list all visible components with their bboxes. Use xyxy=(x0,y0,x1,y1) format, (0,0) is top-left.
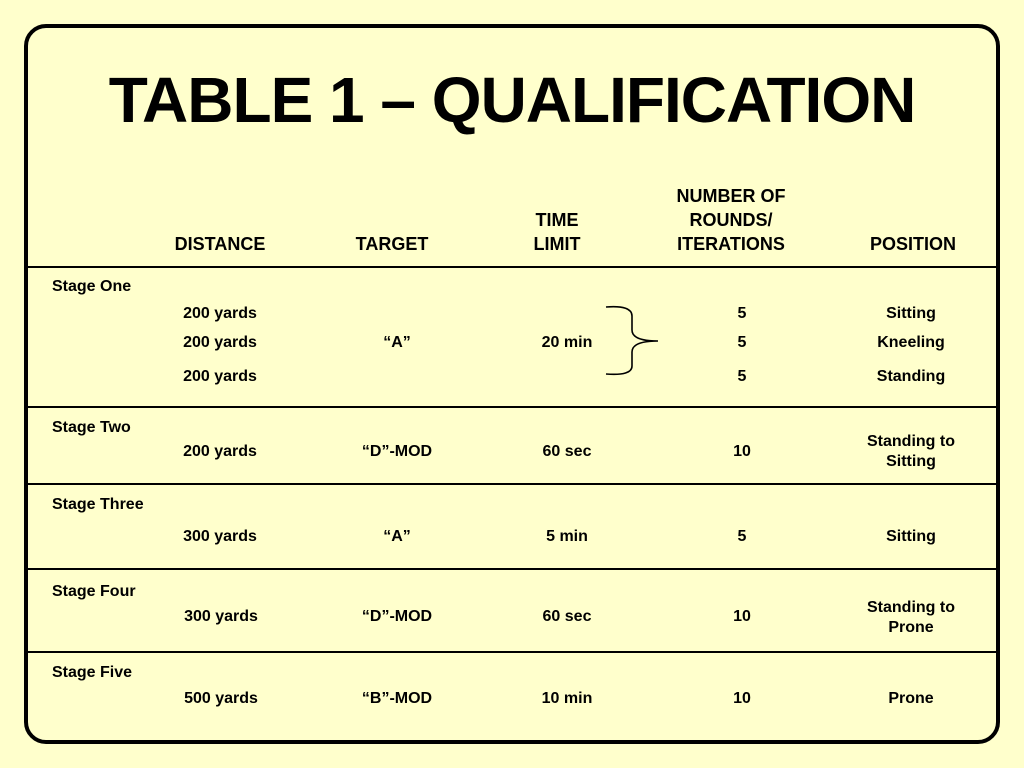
header-position: POSITION xyxy=(869,234,956,254)
page-title: TABLE 1 – QUALIFICATION xyxy=(108,64,916,136)
table-cell: “B”-MOD xyxy=(361,690,433,707)
stage-divider xyxy=(28,406,996,408)
table-cell: Sitting xyxy=(886,528,936,545)
table-cell: Kneeling xyxy=(877,334,945,351)
stage-three-label: Stage Three xyxy=(52,496,144,513)
stage-five-label: Stage Five xyxy=(52,664,133,681)
table-cell: 200 yards xyxy=(183,305,257,322)
table-cell: “A” xyxy=(383,528,411,545)
table-cell: 10 xyxy=(733,443,751,460)
header-divider xyxy=(28,266,996,268)
table-cell: 10 min xyxy=(541,690,593,707)
stage-divider xyxy=(28,483,996,485)
table-cell: Standing xyxy=(876,368,946,385)
table-cell: 200 yards xyxy=(183,334,257,351)
header-time-limit: TIME LIMIT xyxy=(533,210,581,254)
table-cell: 300 yards xyxy=(183,528,257,545)
table-cell: 500 yards xyxy=(184,690,258,707)
header-distance: DISTANCE xyxy=(174,234,266,254)
table-cell: Sitting xyxy=(886,305,936,322)
table-cell: 200 yards xyxy=(183,443,257,460)
table-cell: Standing to Prone xyxy=(867,599,955,636)
table-cell: 20 min xyxy=(541,334,593,351)
table-cell: 10 xyxy=(733,690,751,707)
stage-divider xyxy=(28,651,996,653)
curly-brace-icon xyxy=(600,300,664,380)
table-cell: 5 min xyxy=(546,528,588,545)
table-cell: Prone xyxy=(888,690,934,707)
table-cell: “A” xyxy=(383,334,411,351)
table-cell: 200 yards xyxy=(183,368,257,385)
stage-two-label: Stage Two xyxy=(52,419,131,436)
table-cell: 5 xyxy=(737,368,747,385)
table-cell: 300 yards xyxy=(184,608,258,625)
table-cell: “D”-MOD xyxy=(361,443,433,460)
table-cell: Standing to Sitting xyxy=(867,433,955,470)
table-cell: 10 xyxy=(733,608,751,625)
table-cell: “D”-MOD xyxy=(361,608,433,625)
table-cell: 5 xyxy=(737,334,747,351)
header-rounds: NUMBER OF ROUNDS/ ITERATIONS xyxy=(676,186,786,254)
table-cell: 60 sec xyxy=(542,608,592,625)
table-cell: 60 sec xyxy=(542,443,592,460)
stage-four-label: Stage Four xyxy=(52,583,136,600)
stage-divider xyxy=(28,568,996,570)
header-target: TARGET xyxy=(355,234,429,254)
stage-one-label: Stage One xyxy=(52,278,132,295)
table-cell: 5 xyxy=(737,528,747,545)
table-cell: 5 xyxy=(737,305,747,322)
